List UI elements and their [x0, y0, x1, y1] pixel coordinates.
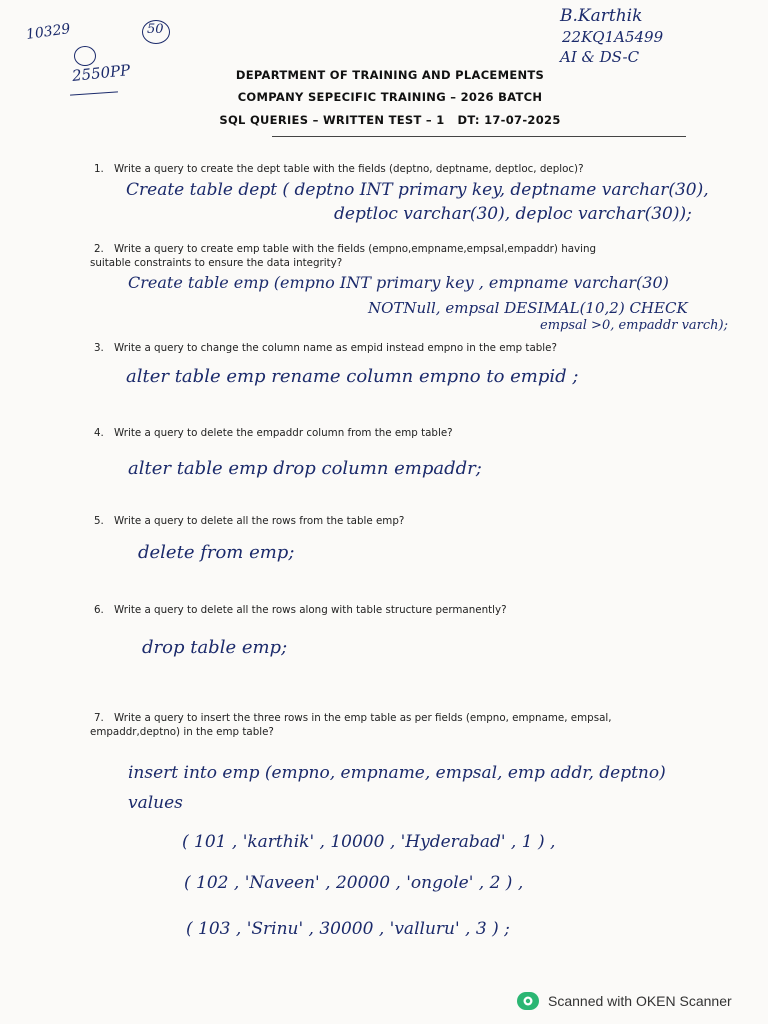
answer-7-line-5: ( 103 , 'Srinu' , 30000 , 'valluru' , 3 ) ; — [186, 919, 510, 939]
answer-4: alter table emp drop column empaddr; — [128, 458, 482, 479]
question-number: 3. — [94, 342, 104, 354]
question-text: Write a query to create the dept table with the fields (deptno, deptname, deptloc, deploc)? — [114, 163, 584, 175]
question-number: 5. — [94, 515, 104, 527]
scanner-text: Scanned with OKEN Scanner — [548, 993, 732, 1009]
question-number: 4. — [94, 427, 104, 439]
answer-1-line-1: Create table dept ( deptno INT primary key, deptname varchar(30), — [126, 180, 709, 200]
small-ink-circle — [74, 46, 96, 66]
circled-score: 50 — [147, 22, 164, 37]
answer-7-line-2: values — [128, 793, 183, 813]
question-7 — [90, 711, 684, 739]
answer-6: drop table emp; — [142, 637, 288, 658]
ink-underline — [70, 91, 118, 95]
question-number: 2. — [94, 243, 104, 255]
question-4 — [94, 426, 684, 440]
header-rule — [272, 136, 686, 137]
answer-2-line-2: NOTNull, empsal DESIMAL(10,2) CHECK — [368, 299, 688, 317]
question-text: Write a query to create emp table with the fields (empno,empname,empsal,empaddr) having — [114, 243, 597, 255]
answer-7-line-1: insert into emp (empno, empname, empsal, emp addr, deptno) — [128, 763, 666, 783]
question-text-continued: suitable constraints to ensure the data integrity? — [90, 257, 343, 269]
oken-logo-icon — [516, 991, 540, 1011]
header-test-title: SQL QUERIES – WRITTEN TEST – 1 DT: 17-07-2025 — [219, 113, 561, 127]
question-text: Write a query to delete the empaddr column from the emp table? — [114, 427, 453, 439]
question-number: 6. — [94, 604, 104, 616]
question-2 — [90, 242, 684, 270]
question-3 — [94, 341, 684, 355]
header-training: COMPANY SEPECIFIC TRAINING – 2026 BATCH — [237, 90, 543, 104]
question-text: Write a query to insert the three rows in the emp table as per fields (empno, empname, empsal, — [114, 712, 612, 724]
question-number: 7. — [94, 712, 104, 724]
side-note: 2550PP — [71, 60, 132, 86]
answer-7-line-3: ( 101 , 'karthik' , 10000 , 'Hyderabad' , 1 ) , — [182, 832, 556, 852]
header-department: DEPARTMENT OF TRAINING AND PLACEMENTS — [235, 68, 545, 82]
question-1 — [94, 162, 684, 176]
student-roll: 22KQ1A5499 — [562, 28, 664, 46]
answer-1-line-2: deptloc varchar(30), deploc varchar(30)); — [334, 204, 692, 224]
question-text: Write a query to delete all the rows along with table structure permanently? — [114, 604, 507, 616]
answer-3: alter table emp rename column empno to empid ; — [126, 366, 579, 387]
question-text: Write a query to delete all the rows from the table emp? — [114, 515, 405, 527]
answer-2-line-1: Create table emp (empno INT primary key , empname varchar(30) — [128, 273, 669, 292]
answer-2-line-3: empsal >0, empaddr varch); — [540, 318, 728, 333]
top-left-number: 10329 — [25, 20, 72, 44]
student-name: B.Karthik — [560, 6, 643, 26]
question-6 — [94, 603, 684, 617]
question-text: Write a query to change the column name as empid instead empno in the emp table? — [114, 342, 557, 354]
scanner-watermark — [516, 990, 732, 1012]
student-section: AI & DS-C — [560, 48, 640, 66]
question-number: 1. — [94, 163, 104, 175]
question-5 — [94, 514, 684, 528]
answer-7-line-4: ( 102 , 'Naveen' , 20000 , 'ongole' , 2 ) , — [184, 873, 524, 893]
answer-5: delete from emp; — [138, 542, 295, 563]
question-text-continued: empaddr,deptno) in the emp table? — [90, 726, 274, 738]
